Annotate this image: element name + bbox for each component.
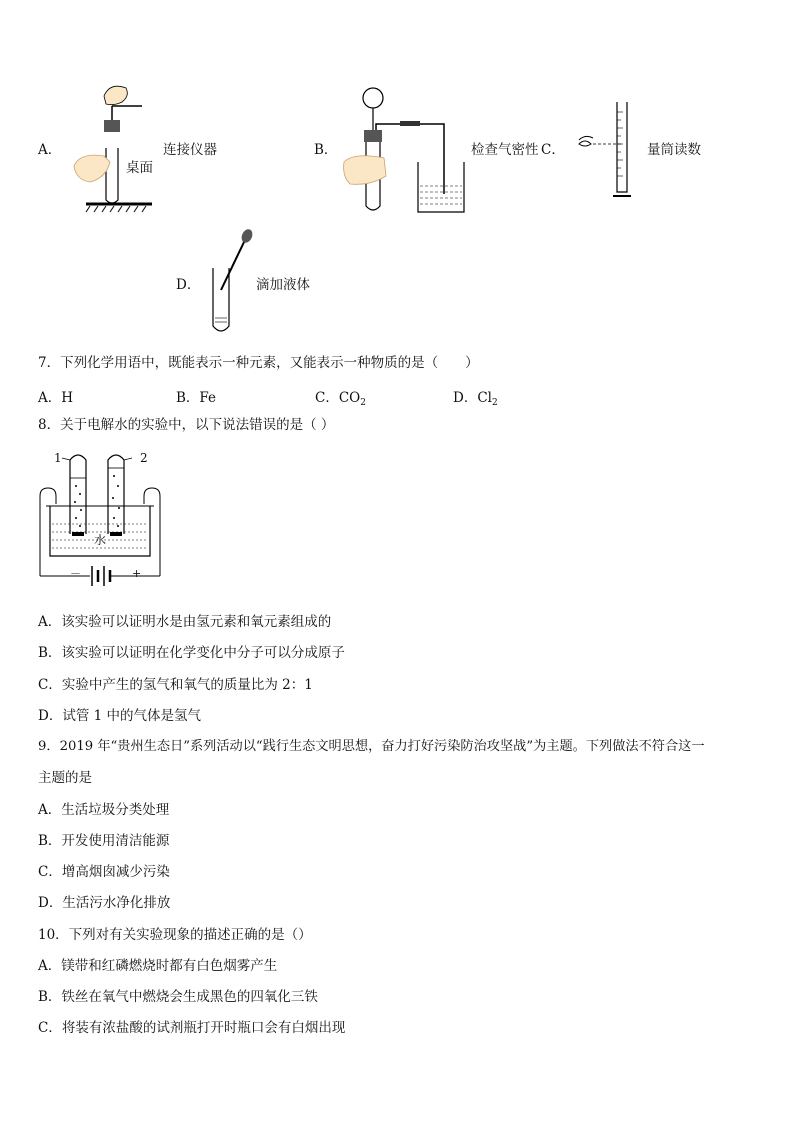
figure-d-add-liquid (205, 228, 255, 336)
option-a-letter: A． (38, 142, 62, 158)
negative-terminal: － (70, 567, 81, 580)
figure-a-connect-apparatus (70, 82, 160, 212)
q9-option-b: B．开发使用清洁能源 (38, 833, 170, 849)
q8-stem: 8．关于电解水的实验中，以下说法错误的是（ ） (38, 417, 335, 433)
q7-option-a: A．H (38, 390, 74, 406)
option-b-label: 检查气密性 (471, 142, 539, 158)
option-a-label: 连接仪器 (163, 142, 217, 158)
q8-option-b: B．该实验可以证明在化学变化中分子可以分成原子 (38, 645, 345, 661)
q9-option-c: C．增高烟囱减少污染 (38, 864, 170, 880)
figure-c-cylinder-reading (575, 98, 645, 202)
electrolysis-apparatus (36, 446, 166, 602)
q9-stem-line-2: 主题的是 (38, 770, 92, 786)
q8-option-c: C．实验中产生的氢气和氧气的质量比为 2：1 (38, 677, 313, 693)
q10-option-c: C．将装有浓盐酸的试剂瓶打开时瓶口会有白烟出现 (38, 1020, 346, 1036)
q7-stem: 7．下列化学用语中，既能表示一种元素，又能表示一种物质的是（ ） (38, 355, 479, 371)
water-label: 水 (94, 533, 107, 547)
tube-2-label: 2 (140, 451, 148, 465)
option-d-label: 滴加液体 (256, 277, 310, 293)
q8-option-a: A．该实验可以证明水是由氢元素和氧元素组成的 (38, 614, 332, 630)
q9-stem-line-1: 9．2019 年“贵州生态日”系列活动以“践行生态文明思想，奋力打好污染防治攻坚战”为主题。下列做法不符合这一 (38, 739, 705, 754)
q10-option-a: A．镁带和红磷燃烧时都有白色烟雾产生 (38, 958, 278, 974)
q9-option-d: D．生活污水净化排放 (38, 895, 171, 911)
tube-1-label: 1 (54, 451, 62, 465)
q7-option-b: B．Fe (176, 390, 217, 406)
figure-b-airtightness-check (340, 82, 475, 217)
q8-option-d: D．试管 1 中的气体是氢气 (38, 708, 201, 724)
option-d-letter: D． (176, 277, 201, 293)
option-a-desk-label: 桌面 (126, 160, 153, 176)
q7-option-d: D．$Cl_2$ (453, 390, 498, 408)
option-b-letter: B． (314, 142, 338, 158)
option-c-label: 量筒读数 (647, 142, 701, 158)
q10-option-b: B．铁丝在氧气中燃烧会生成黑色的四氧化三铁 (38, 989, 318, 1005)
positive-terminal: + (132, 567, 142, 580)
q9-option-a: A．生活垃圾分类处理 (38, 802, 170, 818)
option-c-letter: C． (541, 142, 565, 158)
q10-stem: 10．下列对有关实验现象的描述正确的是（） (38, 927, 312, 943)
q7-option-c: C．$CO_2$ (315, 390, 366, 408)
electrolysis-diagram (36, 446, 166, 602)
